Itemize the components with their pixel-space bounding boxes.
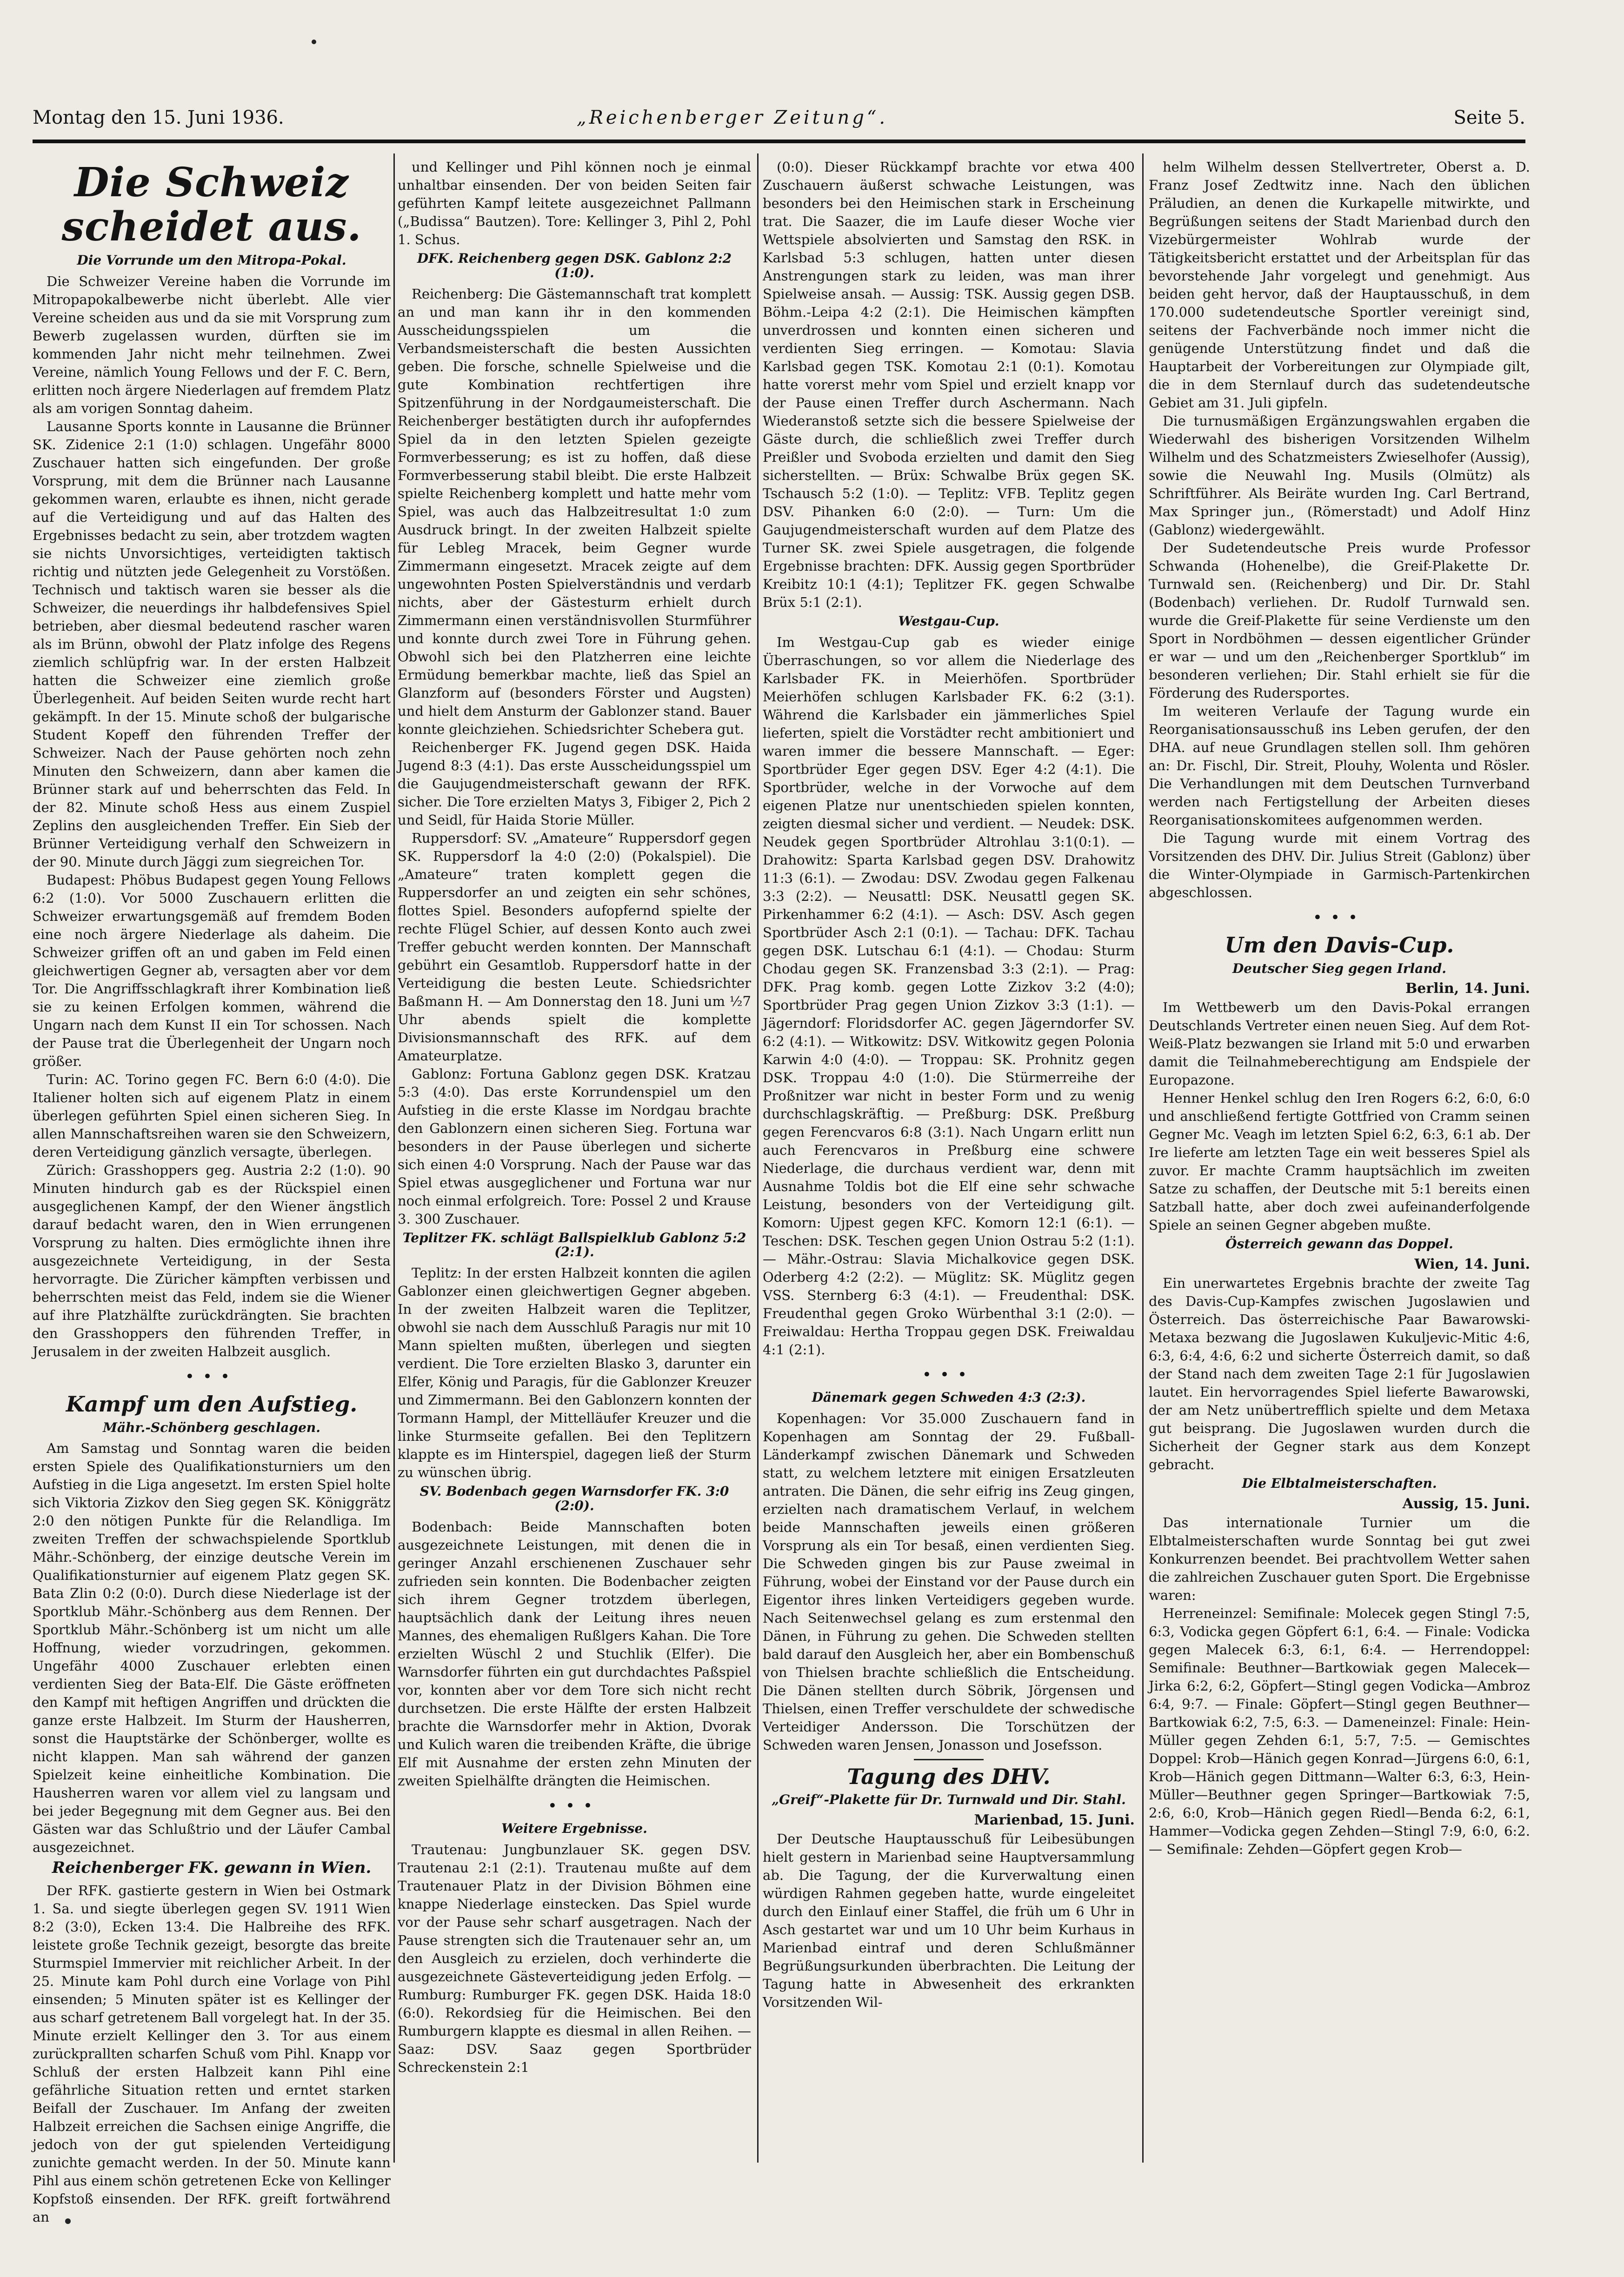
article-body — [33, 273, 391, 1361]
paragraph: Am Samstag und Sonntag waren die beiden ersten Spiele des Qualifikationsturniers um den Aufstieg in die Liga angesetzt. Im ersten Spiel holte sich Viktoria Zizkov den Sieg gegen SK. Königgrätz 2:0 den nötigen Punkte für die Relandliga. Im zweiten Treffen der schwachspielende Sportklub Mähr.-Schönberg, der einzige deutsche Verein im Qualifikationsturnier auf eigenem Platz gegen SK. Bata Zlin 0:2 (0:0). Durch diese Niederlage ist der Sportklub Mähr.-Schönberg aus dem Rennen. Der Sportklub Mähr.-Schönberg ist um nicht um alle Hoffnung, wieder vorzudringen, gekommen. Ungefähr 4000 Zuschauer erlebten einen verdienten Sieg der Bata-Elf. Die Gäste eröffneten den Kampf mit heftigen Angriffen und drückten die ganze erste Halbzeit. Im Sturm der Hausherren, sonst die Hauptstärke der Schönberger, wollte es nicht klappen. Man sah während der ganzen Spielzeit keine einheitliche Kombination. Die Hausherren waren vor allem viel zu langsam und bei jeder Begegnung mit dem Gegner aus. Bei den Gästen war das Schlußtrio und der Läufer Cambal ausgezeichnet. — [33, 1440, 391, 1856]
page-header — [33, 107, 1525, 144]
paragraph: Trautenau: Jungbunzlauer SK. gegen DSV. Trautenau 2:1 (2:1). Trautenau mußte auf dem Trautenauer Platz in der Division Böhmen eine knappe Niederlage einstecken. Das Spiel wurde vor der Pause sehr scharf ausgetragen. Nach der Pause strengten sich die Trautenauer sehr an, um den Ausgleich zu erzielen, doch verhinderte die ausgezeichnete Gästeverteidigung jeden Erfolg. — Rumburg: Rumburger FK. gegen DSK. Haida 18:0 (6:0). Rekordsieg für die Heimischen. Bei den Rumburgern klappte es diesmal in allen Reihen. — Saaz: DSV. Saaz gegen Sportbrüder Schreckenstein 2:1 — [398, 1841, 751, 2075]
paragraph: Turin: AC. Torino gegen FC. Bern 6:0 (4:0). Die Italiener holten sich auf eigenem Platz in einem überlegen geführten Spiel einen sicheren Sieg. In allen Mannschaftsreihen waren sie den Schweizern, deren Verteidigung gänzlich versagte, überlegen. — [33, 1071, 391, 1160]
paragraph: Der Sudetendeutsche Preis wurde Professor Schwanda (Hohenelbe), die Greif-Plakette Dr. Turnwald sen. (Reichenberg) und Dir. Dr. Stahl (Bodenbach) verliehen. Dr. Rudolf Turnwald sen. wurde die Greif-Plakette für seine Verdienste um den Sport in Nordböhmen — dessen eigentlicher Gründer er war — und um den „Reichenberger Sportklub“ im besonderen verliehen; Dir. Stahl erhielt sie für die Förderung des Rudersportes. — [1149, 540, 1530, 701]
column-2 — [398, 158, 751, 2158]
paragraph: Ein unerwartetes Ergebnis brachte der zweite Tag des Davis-Cup-Kampfes zwischen Jugoslawien und Österreich. Das österreichische Paar Bawarowski-Metaxa bezwang die Jugoslawen Kukuljevic-Mitic 4:6, 6:3, 6:4, 4:6, 6:2 und sicherte Österreich damit, so daß der Stand nach dem zweiten Tage 2:1 für Jugoslawien lautet. Ein hervorragendes Spiel lieferte Bawarowski, der am Netz unübertrefflich spielte und dem Metaxa gut beisprang. Die Jugoslawen wurden durch die Sicherheit der Gegner stark aus dem Konzept gebracht. — [1149, 1275, 1530, 1473]
article-headline: Tagung des DHV. — [847, 1764, 1051, 1789]
dateline: Marienbad, 15. Juni. — [974, 1811, 1135, 1828]
section-divider: ••• — [547, 1796, 601, 1815]
article-headline: SV. Bodenbach gegen Warnsdorfer FK. 3:0 (2:0). — [419, 1484, 729, 1513]
article-headline: Die Schweiz scheidet aus. — [61, 159, 362, 250]
article-headline: Um den Davis-Cup. — [1225, 932, 1454, 958]
column-rule — [757, 153, 759, 2163]
paragraph: Im Wettbewerb um den Davis-Pokal errangen Deutschlands Vertreter einen neuen Sieg. Auf dem Rot-Weiß-Platz bezwangen sie Irland mit 5:0 und erwarben damit die Teilnahmeberechtigung am Endspiele der Europazone. — [1149, 999, 1530, 1088]
paragraph: Bodenbach: Beide Mannschaften boten ausgezeichnete Leistungen, mit denen die in geringer Anzahl erschienenen Zuschauer sehr zufrieden sein konnten. Die Bodenbacher zeigten sich ihrem Gegner trotzdem überlegen, hauptsächlich dank der Leitung ihres neuen Mannes, des ehemaligen Rußlgers Kahan. Die Tore erzielten Wüschl 2 und Stuchlik (Elfer). Die Warnsdorfer führten ein gut durchdachtes Paßspiel vor, konnten aber vor dem Tore sich nicht recht durchsetzen. Die erste Hälfte der ersten Halbzeit brachte die Warnsdorfer mehr in Aktion, Dvorak und Kulich waren die treibenden Kräfte, die übrige Elf mit Ausnahme der ersten zehn Minuten der zweiten Spielhälfte drängten die Heimischen. — [398, 1518, 751, 1789]
paragraph: Reichenberger FK. Jugend gegen DSK. Haida Jugend 8:3 (4:1). Das erste Ausscheidungsspiel um die Gaujugendmeisterschaft gewann der RFK. sicher. Die Tore erzielten Matys 3, Fibiger 2, Pich 2 und Seidl, für Haida Storie Müller. — [398, 739, 751, 828]
article-subheadline: Mähr.-Schönberg geschlagen. — [102, 1419, 320, 1435]
paragraph: (0:0). Dieser Rückkampf brachte vor etwa 400 Zuschauern äußerst schwache Leistungen, was besonders bei den Heimischen stark in Erscheinung trat. Die Saazer, die im Laufe dieser Woche vier Wettspiele absolvierten und Samstag den RSK. in Karlsbad 5:3 schlugen, hatten unter diesen Anstrengungen stark zu leiden, was man ihrer Spielweise ansah. — Aussig: TSK. Aussig gegen DSB. Böhm.-Leipa 4:2 (2:1). Die Heimischen kämpften unverdrossen und konnten einen sicheren und verdienten Sieg erringen. — Komotau: Slavia Karlsbad gegen TSK. Komotau 2:1 (0:1). Komotau hatte vorerst mehr vom Spiel und erzielt knapp vor der Pause einen Treffer durch Aschermann. Nach Wiederanstoß setzte sich die bessere Spielweise der Gäste durch, die schließlich zwei Treffer durch Preißler und Svoboda erzielten und damit den Sieg sicherstellten. — Brüx: Schwalbe Brüx gegen SK. Tschausch 5:2 (1:0). — Teplitz: VFB. Teplitz gegen DSV. Pihanken 6:0 (2:0). — Turn: Um die Gaujugendmeisterschaft wurden auf dem Platze des Turner SK. zwei Spiele ausgetragen, die folgende Ergebnisse brachten: DFK. Aussig gegen Sportbrüder Kreibitz 10:1 (4:1); Teplitzer FK. gegen Schwalbe Brüx 5:1 (2:1). — [763, 159, 1135, 610]
section-divider: ••• — [185, 1367, 239, 1386]
paragraph: Teplitz: In der ersten Halbzeit konnten die agilen Gablonzer einen gleichwertigen Gegner abgeben. In der zweiten Halbzeit waren die Teplitzer, obwohl sie nach dem Ausschluß Paragis nur mit 10 Mann spielten mußten, überlegen und siegten verdient. Die Tore erzielten Blasko 3, darunter ein Elfer, König und Paragis, für die Gablonzer Kreuzer und Zimmermann. Bei den Gablonzern konnten der Tormann Hampl, der Mittelläufer Kreuzer und die linke Sturmseite gefallen. Bei den Teplitzern klappte es im Hinterspiel, dagegen ließ der Sturm zu wünschen übrig. — [398, 1265, 751, 1481]
header-rule — [33, 140, 1525, 143]
header-page-number: Seite 5. — [1453, 107, 1525, 128]
paragraph: Die turnusmäßigen Ergänzungswahlen ergaben die Wiederwahl des bisherigen Vorsitzenden Wilhelm Wilhelm und des Schatzmeisters Zwieselhofer (Aussig), sowie die Neuwahl Ing. Musils (Olmütz) als Schriftführer. Als Beiräte wurden Ing. Carl Bertrand, Max Springer jun., (Römerstadt) und Adolf Hinz (Gablonz) wiedergewählt. — [1149, 413, 1530, 538]
header-newspaper-title: „Reichenberger Zeitung“. — [577, 107, 888, 128]
paragraph: Lausanne Sports konnte in Lausanne die Brünner SK. Zidenice 2:1 (1:0) schlagen. Ungefähr 8000 Zuschauer hatten sich eingefunden. Der große Vorsprung, mit dem die Brünner nach Lausanne gekommen waren, erlaubte es ihnen, nicht gerade auf die Verteidigung und auf das Halten des Ergebnisses bedacht zu sein, aber trotzdem wagten sie nichts Unvorsichtiges, verteidigten taktisch richtig und nützten jede Gelegenheit zu Vorstößen. Technisch und taktisch waren sie besser als die Schweizer, die neuerdings ihr halbdefensives Spiel betrieben, aber diesmal bedeutend rascher waren als im Brünn, obwohl der Platz infolge des Regens ziemlich schlüpfrig war. In der ersten Halbzeit hatten die Schweizer eine ziemlich große Überlegenheit. Auf beiden Seiten wurde recht hart gekämpft. In der 15. Minute schoß der bulgarische Student Kopeff den führenden Treffer der Schweizer. Nach der Pause gehörten noch zehn Minuten den Schweizern, dann aber kamen die Brünner stark auf und beherrschten das Feld. In der 82. Minute schoß Hess aus einem Zuspiel Zeplins den ausgleichenden Treffer. Ein Sieb der Brünner Verteidigung verhalf den Schweizern in der 90. Minute durch Jäggi zum siegreichen Tor. — [33, 418, 391, 870]
dateline: Berlin, 14. Juni. — [1405, 980, 1530, 997]
paragraph: Herreneinzel: Semifinale: Molecek gegen Stingl 7:5, 6:3, Vodicka gegen Göpfert 6:1, 6:4. — Finale: Vodicka gegen Malecek 6:3, 6:1, 6:4. — Herrendoppel: Semifinale: Beuthner—Bartkowiak gegen Malecek—Jirka 6:2, 6:2, Göpfert—Stingl gegen Vodicka—Ambroz 6:4, 9:7. — Finale: Göpfert—Stingl gegen Beuthner—Bartkowiak 6:2, 7:5, 6:3. — Dameneinzel: Finale: Hein-Müller gegen Zehden 6:1, 5:7, 7:5. — Gemischtes Doppel: Krob—Hänich gegen Konrad—Jürgens 6:0, 6:1, Krob—Hänich gegen Dittmann—Walter 6:3, 6:3, Hein-Müller—Beuthner gegen Springer—Bartkowiak 7:5, 2:6, 6:0, Krob—Hänich gegen Riedl—Benda 6:2, 6:1, Hammer—Vodicka gegen Zehden—Stingl 7:9, 6:0, 6:2. — Semifinale: Zehden—Göpfert gegen Krob— — [1149, 1605, 1530, 1857]
print-speck — [312, 40, 316, 44]
dateline: Wien, 14. Juni. — [1414, 1256, 1530, 1273]
paragraph: Henner Henkel schlug den Iren Rogers 6:2, 6:0, 6:0 und anschließend fertigte Gottfried von Cramm seinen Gegner Mc. Veagh im letzten Spiel 6:2, 6:3, 6:1 ab. Der Ire lieferte am letzten Tage ein weit besseres Spiel als zuvor. Er machte Cramm hauptsächlich im zweiten Satze zu schaffen, der Deutsche mit 5:1 bereits einen Satzball hatte, aber doch zwei aufeinanderfolgende Spiele an seinen Gegner abgeben mußte. — [1149, 1090, 1530, 1233]
paragraph: Im Westgau-Cup gab es wieder einige Überraschungen, so vor allem die Niederlage des Karlsbader FK. in Meierhöfen. Sportbrüder Meierhöfen schlugen Karlsbader FK. 6:2 (3:1). Während die Karlsbader ein jämmerliches Spiel lieferten, spielt die Vorstädter recht ambitioniert und waren immer die bessere Mannschaft. — Eger: Sportbrüder Eger gegen DSV. Eger 4:2 (4:1). Die Sportbrüder, welche in der Vorwoche auf dem eigenen Platze nur unentschieden spielen konnten, zeigten diesmal sicher und verdient. — Neudek: DSK. Neudek gegen Sportbrüder Altrohlau 3:1(0:1). — Drahowitz: Sparta Karlsbad gegen DSV. Drahowitz 11:3 (6:1). — Zwodau: DSV. Zwodau gegen Falkenau 3:3 (2:2). — Neusattl: DSK. Neusattl gegen SK. Pirkenhammer 6:2 (4:1). — Asch: DSV. Asch gegen Sportbrüder Asch 2:1 (0:1). — Tachau: DFK. Tachau gegen DSK. Lutschau 6:1 (4:1). — Chodau: Sturm Chodau gegen SK. Franzensbad 3:3 (2:1). — Prag: DFK. Prag komb. gegen Lotte Zizkov 3:2 (4:0); Sportbrüder Prag gegen Union Zizkov 3:3 (1:1). — Jägerndorf: Floridsdorfer AC. gegen Jägerndorfer SV. 6:2 (4:1). — Witkowitz: DSV. Witkowitz gegen Polonia Karwin 4:0 (4:0). — Troppau: SK. Prohnitz gegen DSK. Troppau 4:0 (1:0). Die Stürmerreihe der Proßnitzer war nicht in bester Form und zu wenig durchschlagskräftig. — Preßburg: DSK. Preßburg gegen Ferencvaros 6:8 (3:1). Nach Ungarn erlitt nun auch Ferencvaros in Preßburg eine schwere Niederlage, die durchaus verdient war, denn mit Ausnahme Toldis bot die Elf eine sehr schwache Leistung, besonders von der Verteidigung gilt. Komorn: Ujpest gegen KFC. Komorn 12:1 (6:1). — Teschen: DSK. Teschen gegen Union Ostrau 5:2 (1:1). — Mähr.-Ostrau: Slavia Michalkovice gegen DSK. Oderberg 4:2 (2:2). — Müglitz: SK. Müglitz gegen VSS. Sternberg 6:3 (4:1). — Freudenthal: DSK. Freudenthal gegen Groko Würbenthal 3:1 (2:0). — Freiwaldau: Hertha Troppau gegen DSK. Freiwaldau 4:1 (2:1). — [763, 634, 1135, 1358]
dateline: Aussig, 15. Juni. — [1402, 1495, 1530, 1512]
article-headline: Weitere Ergebnisse. — [501, 1820, 647, 1836]
article-subheadline: „Greif“-Plakette für Dr. Turnwald und Dir. Stahl. — [772, 1792, 1126, 1808]
article-headline: Die Elbtalmeisterschaften. — [1242, 1476, 1437, 1491]
article-subheadline: Deutscher Sieg gegen Irland. — [1232, 960, 1447, 976]
column-1 — [33, 158, 391, 2225]
section-divider: ••• — [1312, 908, 1366, 927]
article-headline: Westgau-Cup. — [898, 613, 999, 629]
paragraph: Zürich: Grasshoppers geg. Austria 2:2 (1:0). 90 Minuten hindurch gab es der Rückspiel einen ausgeglichenen Kampf, der den Wiener ängstlich darauf bedacht waren, den in Wien errungenen Vorsprung zu halten. Dies ermöglichte ihnen ihre ausgezeichnete Verteidigung, in der Sesta hervorragte. Die Züricher kämpften verbissen und beherrschten meist das Feld, indem sie die Wiener auf ihre Platzhälfte zurückdrängten. Sie brachten den Grasshoppers den führenden Treffer, in Jerusalem in der zweiten Halbzeit ausglich. — [33, 1162, 391, 1359]
paragraph: Ruppersdorf: SV. „Amateure“ Ruppersdorf gegen SK. Ruppersdorf la 4:0 (2:0) (Pokalspiel). Die „Amateure“ traten komplett gegen die Ruppersdorfer an und zeigten ein sehr schönes, flottes Spiel. Besonders aufopfernd spielte der rechte Flügel Schier, auf dessen Konto auch zwei Treffer gebucht werden konnten. Der Mannschaft gebührt ein Gesamtlob. Ruppersdorf hatte in der Verteidigung die besten Leute. Schiedsrichter Baßmann H. — Am Donnerstag den 18. Juni um ½7 Uhr abends spielt die komplette Divisionsmannschaft des RFK. auf dem Amateurplatze. — [398, 830, 751, 1064]
paragraph: Kopenhagen: Vor 35.000 Zuschauern fand in Kopenhagen am Sonntag der 29. Fußball-Länderkampf zwischen Dänemark und Schweden statt, zu welchem letztere mit einigen Ersatzleuten antraten. Die Dänen, die sehr eifrig ins Zeug gingen, erzielten nach dramatischem Verlauf, in welchem beide Mannschaften jeweils einen größeren Vorsprung als ein Tor besaß, einen verdienten Sieg. Die Schweden gingen bis zur Pause zweimal in Führung, wobei der Einstand vor der Pause durch ein Eigentor ihres linken Verteidigers gegeben wurde. Nach Seitenwechsel gelang es zum erstenmal den Dänen, in Führung zu gehen. Die Schweden stellten bald darauf den Ausgleich her, aber ein Bombenschuß von Thielsen brachte schließlich die Entscheidung. Die Dänen stellten durch Söbrik, Jörgensen und Thielsen, einen Treffer verschuldete der schwedische Verteidiger Andersson. Die Torschützen der Schweden waren Jensen, Jonasson und Josefsson. — [763, 1410, 1135, 1753]
column-rule — [1142, 153, 1144, 2163]
paragraph: Der Deutsche Hauptausschuß für Leibesübungen hielt gestern in Marienbad seine Hauptversammlung ab. Die Tagung, der die Kurverwaltung einen würdigen Rahmen gegeben hatte, wurde eingeleitet durch den Einlauf einer Staffel, die früh um 6 Uhr in Asch gestartet war und um 10 Uhr beim Kurhaus in Marienbad eintraf und deren Schlußmänner Begrüßungsurkunden überbrachten. Die Leitung der Tagung hatte in Abwesenheit des erkrankten Vorsitzenden Wil- — [763, 1831, 1135, 2010]
paragraph: Der RFK. gastierte gestern in Wien bei Ostmark 1. Sa. und siegte überlegen gegen SV. 1911 Wien 8:2 (3:0), Ecken 13:4. Die Halbreihe des RFK. leistete große Technik gezeigt, besorgte das breite Sturmspiel Immervier mit reichlicher Arbeit. In der 25. Minute kam Pohl durch eine Vorlage von Pihl einsenden; 5 Minuten später ist es Kellinger der aus scharf getretenem Ball vorgelegt hat. In der 35. Minute erzielt Kellinger den 3. Tor aus einem zurückprallten scharfen Schuß vom Pihl. Knapp vor Schluß der ersten Halbzeit kann Pihl eine gefährliche Situation retten und erntet starken Beifall der Zuschauer. Im Anfang der zweiten Halbzeit erreichen die Sachsen einige Angriffe, die jedoch von der gut spielenden Verteidigung zunichte gemacht werden. In der 50. Minute kann Pihl aus einem schön getretenen Ecke von Kellinger Kopfstoß einsenden. Der RFK. greift fortwährend an — [33, 1882, 391, 2225]
paragraph: Im weiteren Verlaufe der Tagung wurde ein Reorganisationsausschuß ins Leben gerufen, der den DHA. auf neue Grundlagen stellen soll. Ihm gehören an: Dr. Fischl, Dir. Streit, Plouhy, Wolenta und Rösler. Die Verhandlungen mit dem Deutschen Turnverband werden nach Fertigstellung der Arbeiten dieses Reorganisationskomitees aufgenommen werden. — [1149, 703, 1530, 828]
article-headline: Österreich gewann das Doppel. — [1225, 1236, 1453, 1252]
paragraph: Die Tagung wurde mit einem Vortrag des Vorsitzenden des DHV. Dir. Julius Streit (Gablonz) über die Winter-Olympiade in Garmisch-Partenkirchen abgeschlossen. — [1149, 830, 1530, 900]
article-headline: Reichenberger FK. gewann in Wien. — [52, 1858, 372, 1878]
paragraph: Reichenberg: Die Gästemannschaft trat komplett an und man kann ihr in den kommenden Ausscheidungsspielen um die Verbandsmeisterschaft die besten Aussichten geben. Die forsche, schnelle Spielweise und die gute Kombination rechtfertigen ihre Spitzenführung in der Nordgaumeisterschaft. Die Reichenberger bestätigten durch ihr aufopferndes Spiel da in den letzten Spielen gezeigte Formverbesserung; es ist zu hoffen, daß diese Formverbesserung stabil bleibt. Die erste Halbzeit spielte Reichenberg komplett und hatte mehr vom Spiel, was auch das Halbzeitresultat 1:0 zum Ausdruck bringt. In der zweiten Halbzeit spielte für Lebleg Mracek, beim Gegner wurde Zimmermann eingesetzt. Mracek zeigte auf dem ungewohnten Posten Spielverständnis und verdarb nichts, aber der Gästesturm erhielt durch Zimmermann einen verständnisvollen Sturmführer und konnte durch zwei Tore in Führung gehen. Obwohl sich bei den Platzherren eine leichte Ermüdung bemerkbar machte, ließ das Spiel an Glanzform auf (besonders Förster und Augsten) und hielt dem Ansturm der Gablonzer stand. Bauer konnte gleichziehen. Schiedsrichter Schebera gut. — [398, 286, 751, 737]
column-3 — [763, 158, 1135, 2158]
section-rule — [914, 1759, 984, 1760]
article-subheadline: Die Vorrunde um den Mitropa-Pokal. — [77, 253, 346, 268]
article-headline: DFK. Reichenberg gegen DSK. Gablonz 2:2 (1:0). — [417, 251, 732, 280]
paragraph: Das internationale Turnier um die Elbtalmeisterschaften wurde Sonntag bei gut zwei Konkurrenzen beendet. Bei prachtvollem Wetter sahen die zahlreichen Zuschauer guten Sport. Die Ergebnisse waren: — [1149, 1514, 1530, 1603]
paragraph: Die Schweizer Vereine haben die Vorrunde im Mitropapokalbewerbe nicht überlebt. Alle vier Vereine scheiden aus und da sie mit Vorsprung zum Bewerb zugelassen wurden, dürften sie im kommenden Jahr nicht mehr teilnehmen. Zwei Vereine, nämlich Young Fellows und der F. C. Bern, erlitten noch ärgere Niederlagen auf fremdem Platz als am vorigen Sonntag daheim. — [33, 273, 391, 416]
header-date: Montag den 15. Juni 1936. — [33, 107, 284, 128]
article-headline: Dänemark gegen Schweden 4:3 (2:3). — [812, 1389, 1086, 1405]
article-headline: Kampf um den Aufstieg. — [66, 1391, 358, 1417]
paragraph: helm Wilhelm dessen Stellvertreter, Oberst a. D. Franz Josef Zedtwitz inne. Nach den üblichen Präludien, an denen die Kurkapelle mitwirkte, und Begrüßungen seitens der Stadt Marienbad durch den Vizebürgermeister Wohlrab wurde der Tätigkeitsbericht erstattet und der Arbeitsplan für das bevorstehende Jahr vorgelegt und genehmigt. Aus beiden geht hervor, daß der Hauptausschuß, in dem 170.000 sudetendeutsche Sportler vereinigt sind, seitens der Fachverbände noch immer nicht die genügende Unterstützung findet und daß die Hauptarbeit der Vorbereitungen zur Olympiade gilt, die in dem Sternlauf durch das sudetendeutsche Gebiet am 31. Juli gipfeln. — [1149, 159, 1530, 411]
article-headline: Teplitzer FK. schlägt Ballspielklub Gablonz 5:2 (2:1). — [402, 1230, 746, 1260]
column-rule — [393, 153, 395, 2163]
column-4 — [1149, 158, 1530, 2158]
paragraph: Gablonz: Fortuna Gablonz gegen DSK. Kratzau 5:3 (4:0). Das erste Korrundenspiel um den Aufstieg in die erste Klasse im Nordgau brachte den Gablonzern einen sicheren Sieg. Fortuna war besonders in der Pause überlegen und sicherte sich einen 4:0 Vorsprung. Nach der Pause war das Spiel etwas ausgeglichener und Fortuna war nur noch einmal erfolgreich. Tore: Possel 2 und Krause 3. 300 Zuschauer. — [398, 1065, 751, 1227]
paragraph: Budapest: Phöbus Budapest gegen Young Fellows 6:2 (1:0). Vor 5000 Zuschauern erlitten die Schweizer erwartungsgemäß auf fremdem Boden eine noch ärgere Niederlage als daheim. Die Schweizer griffen oft an und gaben im Feld einen gleichwertigen Gegner ab, versagten aber vor dem Tor. Die Angriffsschlagkraft ihrer Kombination ließ sie zu keinen Erfolgen kommen, während die Ungarn nach dem Kunst II ein Tor schossen. Nach der Pause trat die Überlegenheit der Ungarn noch größer. — [33, 872, 391, 1069]
paragraph: und Kellinger und Pihl können noch je einmal unhaltbar einsenden. Der von beiden Seiten fair geführten Kampf leitete ausgezeichnet Pallmann („Budissa“ Bautzen). Tore: Kellinger 3, Pihl 2, Pohl 1. Schus. — [398, 159, 751, 247]
section-divider: ••• — [922, 1365, 976, 1384]
